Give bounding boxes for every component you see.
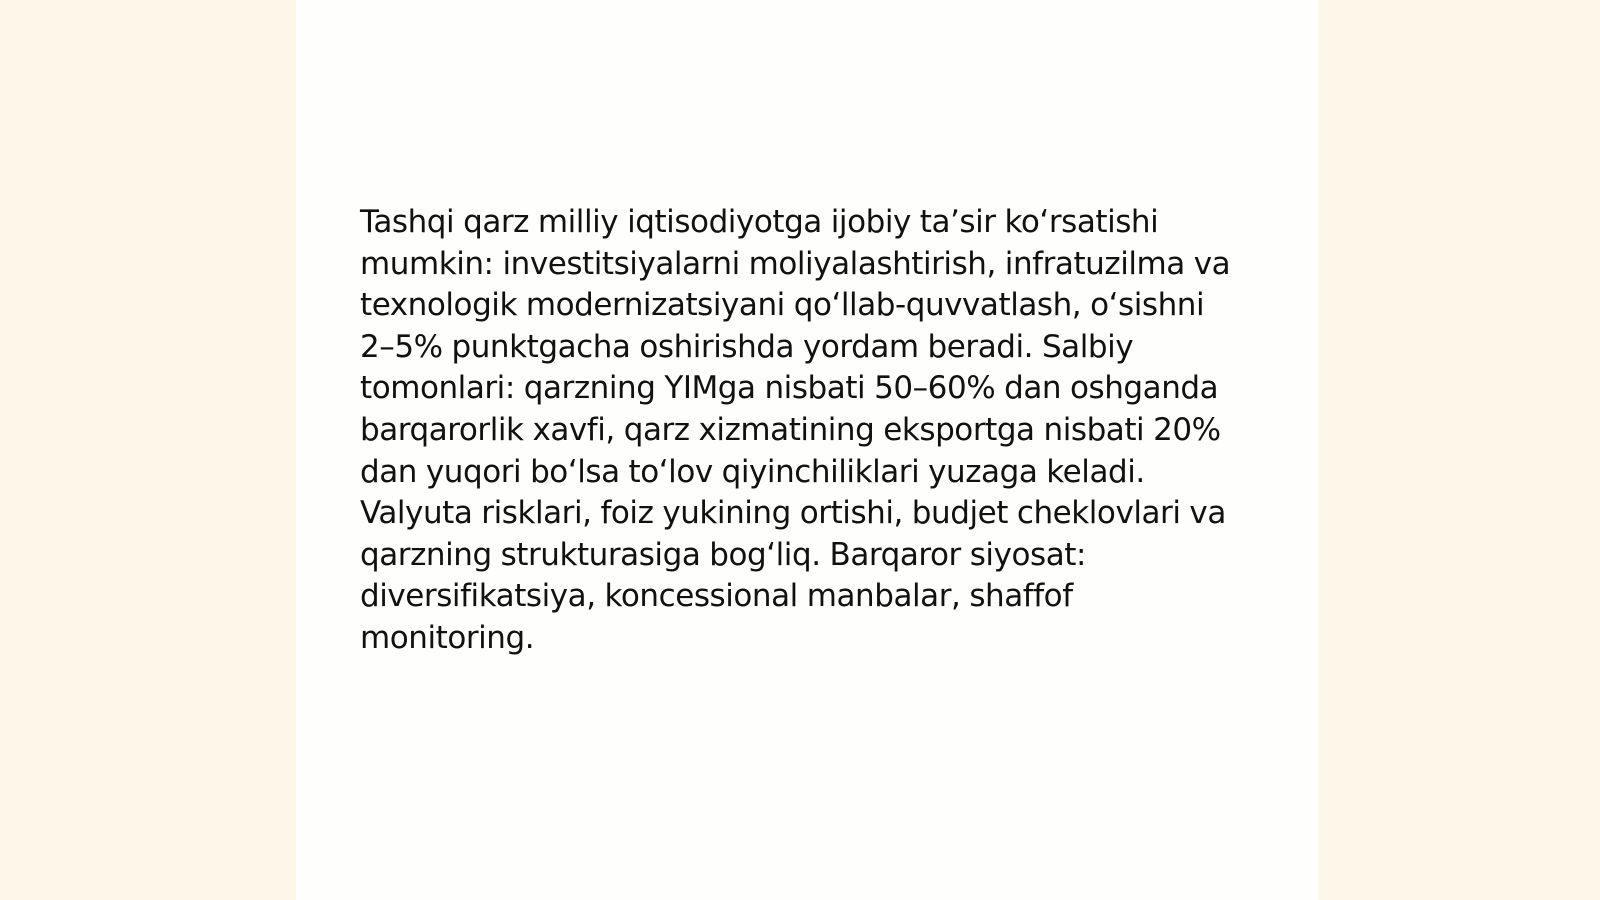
document-page <box>296 0 1318 900</box>
body-paragraph: Tashqi qarz milliy iqtisodiyotga ijobiy ta’sir ko‘rsatishi mumkin: investitsiyalarni moliyalashtirish, infratuzilma va texnologik modernizatsiyani qo‘llab-quvvatlash, o‘sishni 2–5% punktgacha oshirishda yordam beradi. Salbiy tomonlari: qarzning YIMga nisbati 50–60% dan oshganda barqarorlik xavfi, qarz xizmatining eksportga nisbati 20% dan yuqori bo‘lsa to‘lov qiyinchiliklari yuzaga keladi. Valyuta risklari, foiz yukining ortishi, budjet cheklovlari va qarzning strukturasiga bog‘liq. Barqaror siyosat: diversifikatsiya, koncessional manbalar, shaffof monitoring. <box>360 204 1231 656</box>
